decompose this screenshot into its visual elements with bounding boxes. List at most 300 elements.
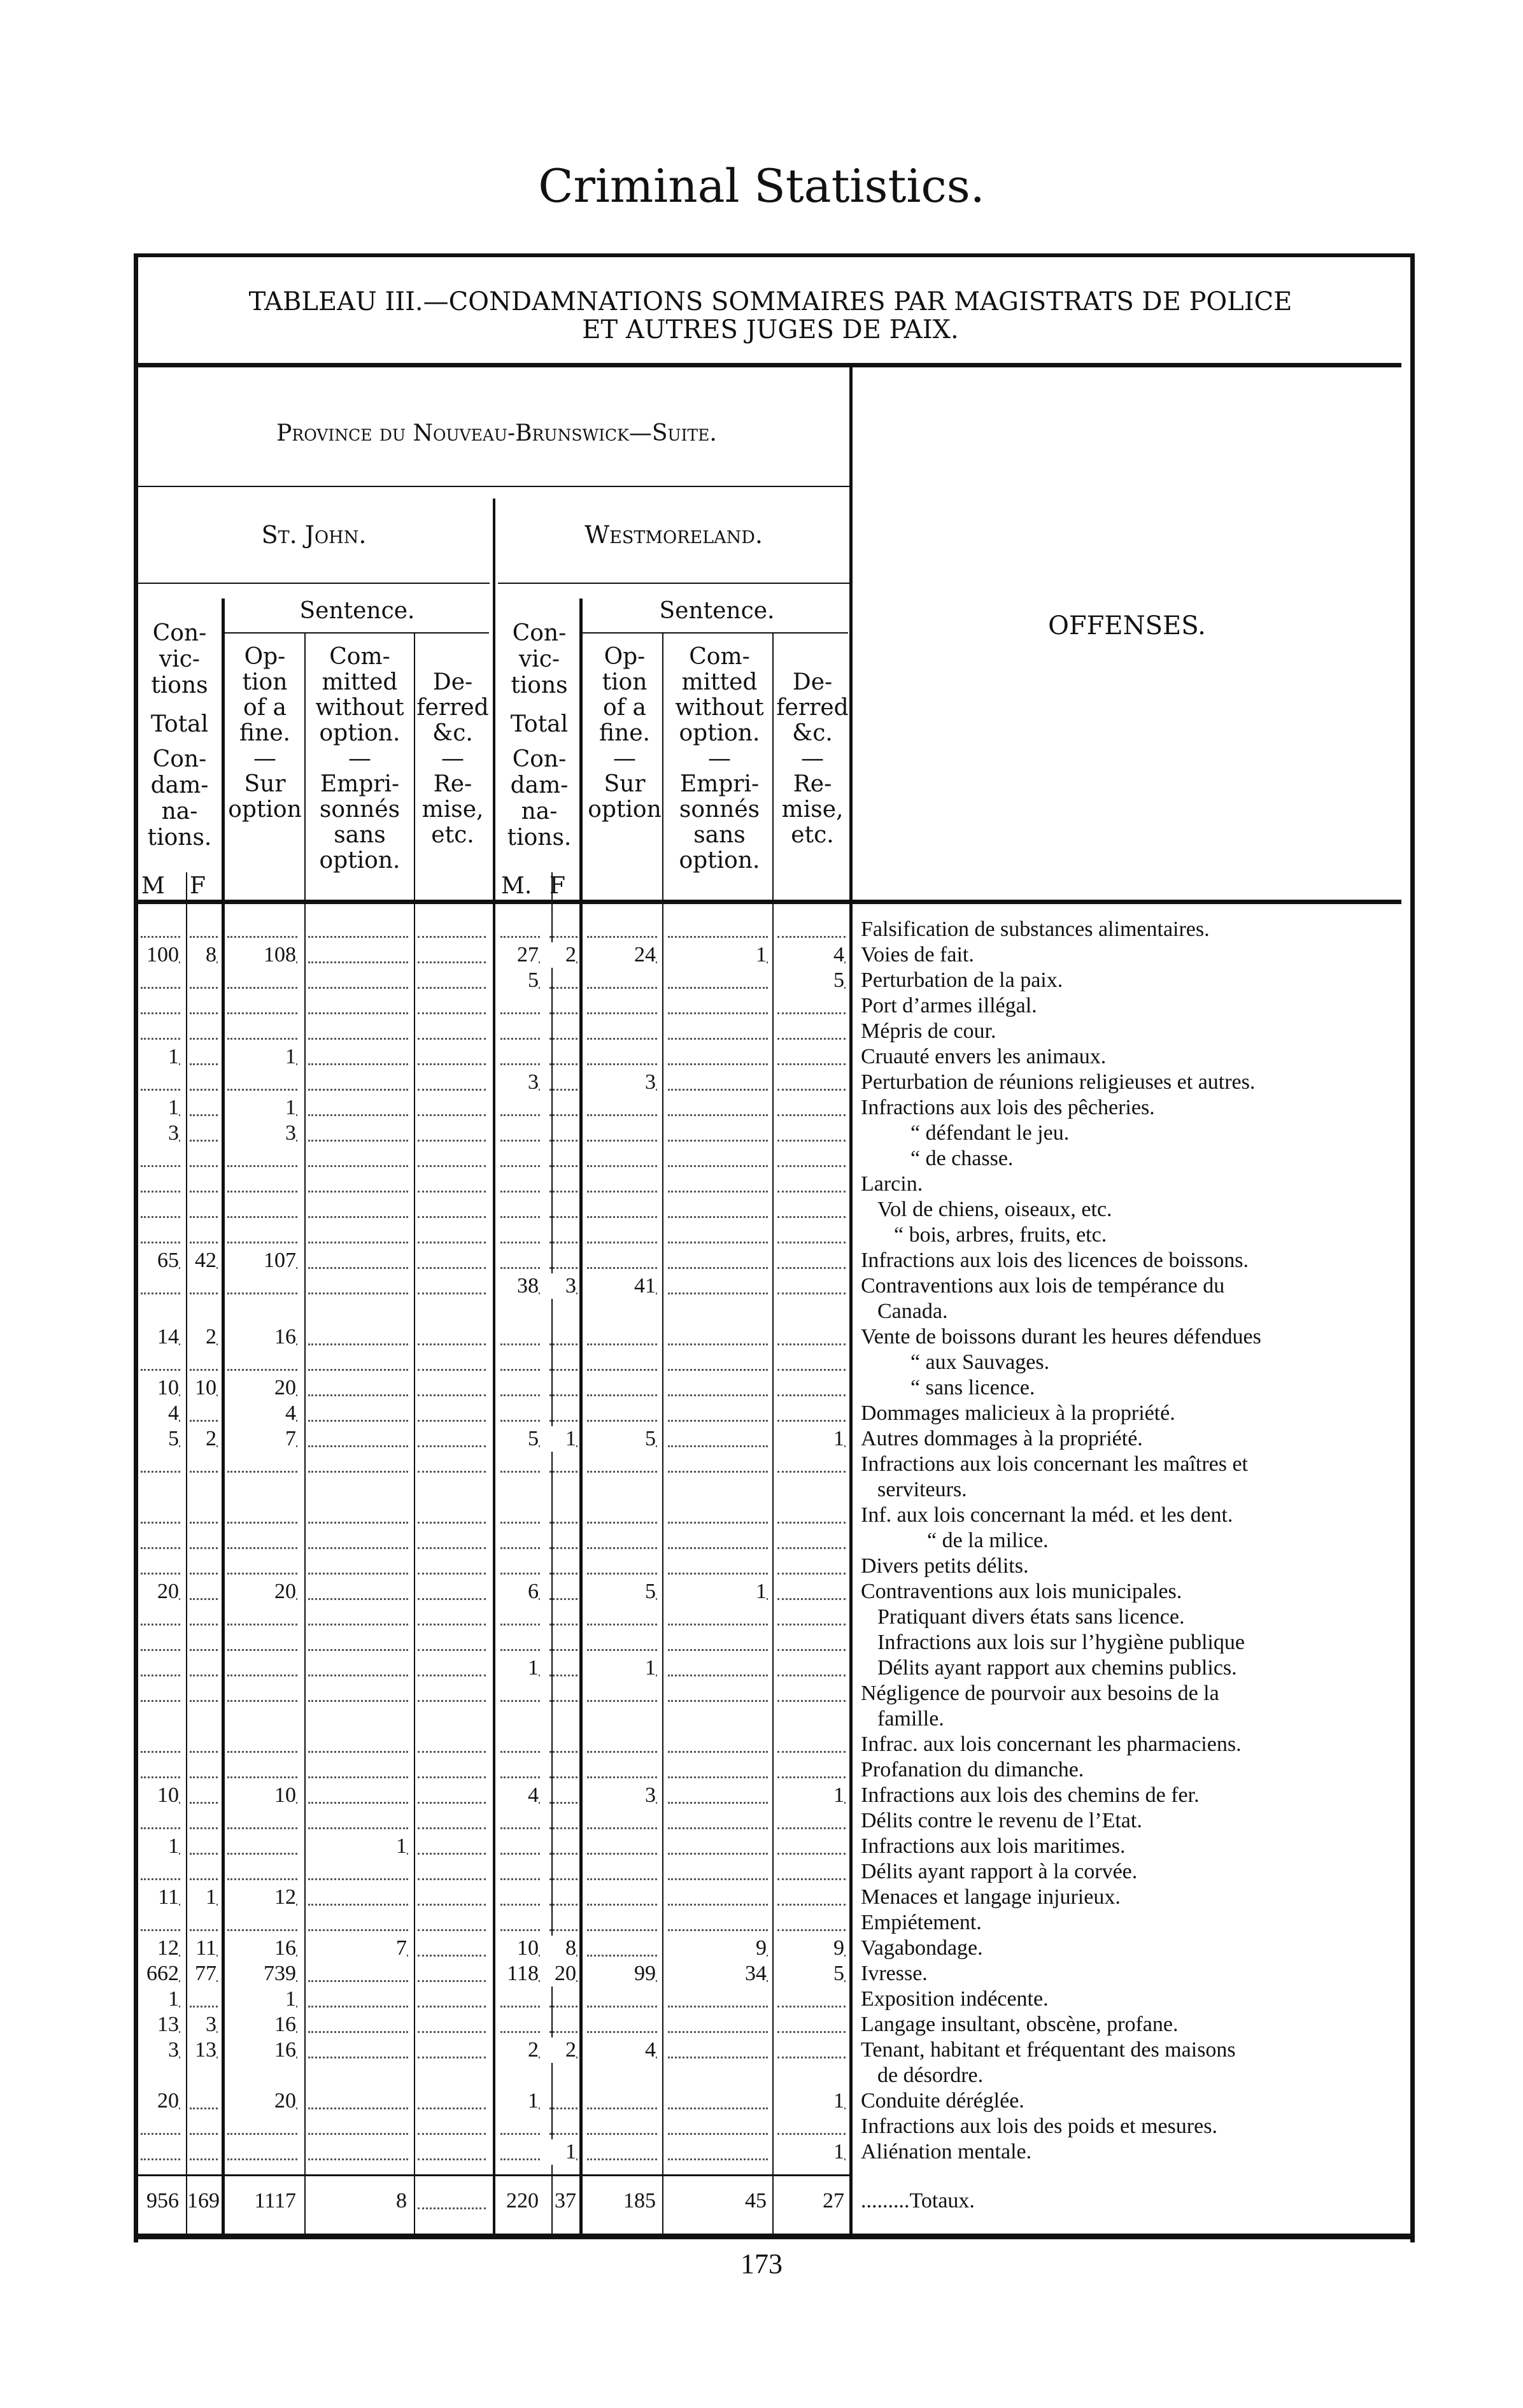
table-cell: 2 [187,1324,216,1350]
dot-leader [418,1878,486,1880]
table-cell: 5 [498,1426,539,1452]
dot-leader [308,1471,408,1473]
total-cell: 1117 [254,2189,296,2213]
dot-leader [308,1878,408,1880]
dot-leader [418,1700,486,1702]
convictions-header-line: na- [161,798,198,825]
dot-leader [418,1955,486,1957]
dot-leader [190,1522,218,1524]
dot-leader [549,1012,577,1014]
table-cell: 99 [584,1961,656,1987]
dot-leader [668,1191,768,1193]
offense-label: famille. [877,1707,944,1731]
dot-leader [308,2107,408,2109]
dot-leader [190,987,218,989]
dot-leader [549,1802,577,1804]
table-cell: 5 [498,968,539,993]
dot-leader [308,1624,408,1625]
dot-leader [549,1216,577,1218]
dot-leader [141,1242,180,1243]
dot-leader [190,1929,218,1931]
dot-leader [418,1675,486,1676]
dot-leader [418,1471,486,1473]
dot-leader [418,1853,486,1855]
table-cell: 20 [225,1375,296,1401]
table-cell: 4 [584,2037,656,2063]
dot-leader [308,2133,408,2135]
dot-leader [227,1165,297,1167]
option-header-line: of a [243,695,287,721]
dot-leader [308,2031,408,2033]
committed-header-line: sonnés [679,797,760,823]
group-divider [493,499,495,2238]
option-header-line: — [613,746,636,772]
dot-leader [668,1827,768,1829]
dot-leader [190,1776,218,1778]
dot-leader [308,1751,408,1753]
dot-leader [587,1929,657,1931]
convictions-header-line: dam- [150,772,209,798]
deferred-header-line: — [441,746,464,772]
dot-leader [549,1267,577,1269]
dot-leader [777,1394,846,1396]
dot-leader [668,1165,768,1167]
dot-leader [777,1191,846,1193]
dot-leader [587,987,657,989]
dot-leader [500,2006,540,2008]
dot-leader [141,1675,180,1676]
dot-leader [777,1547,846,1549]
dot-leader [668,936,768,938]
table-cell: 1 [775,2139,844,2165]
committed-header-line: without [675,695,764,721]
deferred-header-line: &c. [432,720,473,746]
dot-leader [308,2158,408,2160]
dot-leader [587,1012,657,1014]
table-cell: 16 [225,2012,296,2037]
dot-leader [227,1089,297,1091]
dot-leader [190,1293,218,1294]
dot-leader [777,1216,846,1218]
table-cell: 12 [138,1936,179,1961]
dot-leader [500,1216,540,1218]
dot-leader [227,1293,297,1294]
table-cell: 3 [187,2012,216,2037]
dot-leader [141,1700,180,1702]
offense-label: Négligence de pourvoir aux besoins de la [861,1682,1219,1705]
dot-leader [668,2031,768,2033]
dot-leader [777,1471,846,1473]
male-header: M [141,873,165,899]
dot-leader [549,1114,577,1116]
table-cell: 1 [665,1579,767,1604]
dot-leader [227,1675,297,1676]
dot-leader [308,2006,408,2008]
offense-label: “ de la milice. [927,1529,1049,1552]
dot-leader [777,1929,846,1931]
dot-leader [587,1394,657,1396]
dot-leader [418,1140,486,1142]
dot-leader [587,1420,657,1422]
table-cell: 1 [225,1987,296,2012]
dot-leader [500,1191,540,1193]
table-title [146,288,1394,344]
dot-leader [418,2006,486,2008]
dot-leader [141,1624,180,1625]
table-cell: 7 [225,1426,296,1452]
dot-leader [190,1089,218,1091]
dot-leader [418,1522,486,1524]
dot-leader [500,1522,540,1524]
dot-leader [777,1267,846,1269]
dot-leader [777,1242,846,1243]
male-header: M. [501,873,532,899]
dot-leader [308,1700,408,1702]
dot-leader [418,1624,486,1625]
dot-leader [500,1114,540,1116]
dot-leader [500,1420,540,1422]
westmoreland-rule [498,583,849,584]
table-cell: 3 [584,1070,656,1095]
offense-label: Infractions aux lois sur l’hygiène publique [877,1631,1245,1654]
offense-label: Profanation du dimanche. [861,1758,1084,1781]
dot-leader [418,1547,486,1549]
table-cell: 4 [775,942,844,968]
dot-leader [418,1063,486,1065]
table-cell: 10 [498,1936,539,1961]
dot-leader [418,1980,486,1982]
dot-leader [500,1038,540,1040]
title-rule [138,363,1401,367]
deferred-header-line: mise, [421,797,484,823]
table-cell: 1 [584,1655,656,1681]
dot-leader [190,1573,218,1575]
dot-leader [227,1649,297,1651]
offense-label: Larcin. [861,1172,923,1196]
dot-leader [418,936,486,938]
dot-leader [141,1369,180,1371]
dot-leader [190,1369,218,1371]
dot-leader [587,1853,657,1855]
wm-com-line [772,634,774,2238]
offense-label: “ aux Sauvages. [910,1350,1050,1374]
table-cell: 3 [584,1783,656,1808]
option-header-line: Sur [604,771,646,797]
offense-label: Infractions aux lois des pêcheries. [861,1096,1155,1119]
dot-leader [777,1649,846,1651]
table-cell: 662 [138,1961,179,1987]
female-header: F [549,873,565,899]
table-cell: 13 [187,2037,216,2063]
deferred-header-line: De- [432,669,473,695]
dot-leader [668,1242,768,1243]
dot-leader [418,1445,486,1447]
dot-leader [500,1140,540,1142]
dot-leader [190,1827,218,1829]
dot-leader [668,1343,768,1345]
offense-label: Port d’armes illégal. [861,994,1037,1017]
offense-label: Voies de fait. [861,943,974,967]
dot-leader [308,2057,408,2058]
convictions-header-line: Con- [512,620,567,646]
table-cell: 34 [665,1961,767,1987]
dot-leader [668,1776,768,1778]
dot-leader [190,1802,218,1804]
table-cell: 1 [498,2088,539,2114]
dot-leader [668,1420,768,1422]
dot-leader [308,1904,408,1906]
dot-leader [668,987,768,989]
dot-leader [777,2031,846,2033]
dot-leader [777,1827,846,1829]
page-title: Criminal Statistics. [538,159,985,213]
offense-label: “ de chasse. [910,1147,1014,1170]
dot-leader [190,1547,218,1549]
dot-leader [777,1420,846,1422]
dot-leader [308,1191,408,1193]
dot-leader [587,1165,657,1167]
dot-leader [308,1929,408,1931]
sentence-header: Sentence. [659,598,775,624]
offenses-header: OFFENSES. [1048,611,1206,641]
dot-leader [418,2031,486,2033]
committed-header-line: sonnés [319,797,400,823]
offense-label: Canada. [877,1300,948,1323]
dot-leader [587,2006,657,2008]
table-cell: 20 [225,1579,296,1604]
dot-leader [418,1904,486,1906]
dot-leader [418,2133,486,2135]
table-cell: 41 [584,1273,656,1299]
table-cell: 9 [775,1936,844,1961]
convictions-header-line: Con- [152,620,207,646]
stjohn-rule [138,583,490,584]
dot-leader [587,1522,657,1524]
dot-leader [418,987,486,989]
page-number: 173 [740,2248,783,2279]
table-cell: 2 [547,942,576,968]
dot-leader [190,1165,218,1167]
table-cell: 1 [187,1885,216,1910]
committed-header-line: option. [319,720,400,746]
offense-label: Infractions aux lois des chemins de fer. [861,1783,1200,1807]
table-cell: 20 [225,2088,296,2114]
dot-leader [549,1624,577,1625]
dot-leader [418,2207,486,2209]
dot-leader [668,2006,768,2008]
dot-leader [308,1394,408,1396]
table-cell: 13 [138,2012,179,2037]
dot-leader [500,1853,540,1855]
dot-leader [777,1140,846,1142]
convictions-header-line: tions [511,672,568,698]
dot-leader [190,1191,218,1193]
dot-leader [549,1471,577,1473]
total-cell: 220 [506,2189,539,2213]
committed-header-line: option. [679,847,760,874]
option-header-line: of a [603,695,646,721]
offense-label: Perturbation de réunions religieuses et autres. [861,1070,1256,1094]
table-cell: 11 [187,1936,216,1961]
dot-leader [668,1369,768,1371]
offense-label: Aliénation mentale. [861,2140,1032,2164]
dot-leader [190,2107,218,2109]
table-cell: 4 [225,1401,296,1426]
dot-leader [141,1776,180,1778]
table-cell: 3 [225,1121,296,1146]
total-cell: 37 [555,2189,576,2213]
dot-leader [668,2107,768,2109]
dot-leader [308,1802,408,1804]
dot-leader [500,936,540,938]
table-cell: 1 [498,1655,539,1681]
dot-leader [308,1522,408,1524]
deferred-header-line: — [801,746,824,772]
dot-leader [668,1038,768,1040]
dot-leader [190,936,218,938]
dot-leader [418,1343,486,1345]
dot-leader [549,1089,577,1091]
deferred-header-line: Re- [793,771,832,797]
offense-label: Pratiquant divers états sans licence. [877,1605,1185,1629]
dot-leader [308,1445,408,1447]
dot-leader [587,1140,657,1142]
table-cell: 10 [225,1783,296,1808]
option-header-line: — [253,746,276,772]
dot-leader [418,961,486,963]
dot-leader [190,1853,218,1855]
offense-label: Menaces et langage injurieux. [861,1885,1121,1909]
dot-leader [141,1827,180,1829]
dot-leader [190,1420,218,1422]
dot-leader [587,1063,657,1065]
table-cell: 3 [547,1273,576,1299]
dot-leader [227,1573,297,1575]
dot-leader [500,1343,540,1345]
table-cell: 16 [225,1324,296,1350]
dot-leader [141,1751,180,1753]
convictions-header-line: na- [521,798,558,825]
dot-leader [308,987,408,989]
offense-label: Autres dommages à la propriété. [861,1427,1143,1450]
dot-leader [141,1216,180,1218]
dot-leader [777,1624,846,1625]
offense-label: Infractions aux lois concernant les maîtres et [861,1452,1248,1476]
dot-leader [308,1369,408,1371]
dot-leader [141,2133,180,2135]
group-heading-westmoreland: Westmoreland. [584,521,763,549]
dot-leader [418,1751,486,1753]
option-header-line: Sur [244,771,286,797]
convictions-header-line: tions [151,672,208,698]
option-header-line: tion [602,669,648,695]
dot-leader [227,2133,297,2135]
dot-leader [418,1216,486,1218]
sj-com-line [414,634,415,2238]
dot-leader [418,1038,486,1040]
dot-leader [549,1242,577,1243]
dot-leader [587,1191,657,1193]
dot-leader [190,2133,218,2135]
dot-leader [500,1471,540,1473]
dot-leader [668,1751,768,1753]
offense-label: Contraventions aux lois municipales. [861,1580,1182,1603]
dot-leader [308,1216,408,1218]
dot-leader [777,936,846,938]
total-cell: 956 [146,2189,179,2213]
dot-leader [587,1038,657,1040]
deferred-header-line: De- [792,669,833,695]
committed-header-line: sans [334,822,386,848]
table-cell: 1 [775,1783,844,1808]
dot-leader [227,936,297,938]
dot-leader [587,2107,657,2109]
dot-leader [777,2006,846,2008]
dot-leader [418,1420,486,1422]
dot-leader [141,1165,180,1167]
westmoreland-sentence-rule [581,632,848,634]
table-cell: 20 [547,1961,576,1987]
dot-leader [500,2158,540,2160]
dot-leader [418,1089,486,1091]
dot-leader [418,2057,486,2058]
deferred-header-line: etc. [791,822,834,848]
dot-leader [668,2133,768,2135]
option-header-line: option [228,797,302,823]
table-cell: 118 [498,1961,539,1987]
dot-leader [668,1649,768,1651]
dot-leader [500,1827,540,1829]
dot-leader [777,1751,846,1753]
committed-header-line: — [348,746,371,772]
offense-label: Tenant, habitant et fréquentant des maisons [861,2038,1236,2062]
dot-leader [500,1624,540,1625]
dot-leader [549,1598,577,1600]
table-cell: 1 [138,1987,179,2012]
dot-leader [777,2133,846,2135]
dot-leader [141,1573,180,1575]
committed-header-line: mitted [322,669,398,695]
dot-leader [190,1140,218,1142]
dot-leader [777,1776,846,1778]
table-cell: 10 [138,1375,179,1401]
dot-leader [777,2057,846,2058]
dot-leader [308,1140,408,1142]
dot-leader [500,1904,540,1906]
dot-leader [141,1878,180,1880]
dot-leader [227,1751,297,1753]
dot-leader [141,1547,180,1549]
dot-leader [587,2133,657,2135]
dot-leader [668,1471,768,1473]
dot-leader [141,936,180,938]
dot-leader [777,1878,846,1880]
dot-leader [668,1394,768,1396]
dot-leader [418,1267,486,1269]
dot-leader [190,1675,218,1676]
convictions-header-line: Con- [152,746,207,772]
dot-leader [418,1598,486,1600]
table-cell: 1 [775,2088,844,2114]
dot-leader [418,1394,486,1396]
dot-leader [227,1012,297,1014]
table-cell: 12 [225,1885,296,1910]
dot-leader [190,1649,218,1651]
dot-leader [418,1573,486,1575]
dot-leader [500,1012,540,1014]
dot-leader [587,1700,657,1702]
dot-leader [500,1242,540,1243]
